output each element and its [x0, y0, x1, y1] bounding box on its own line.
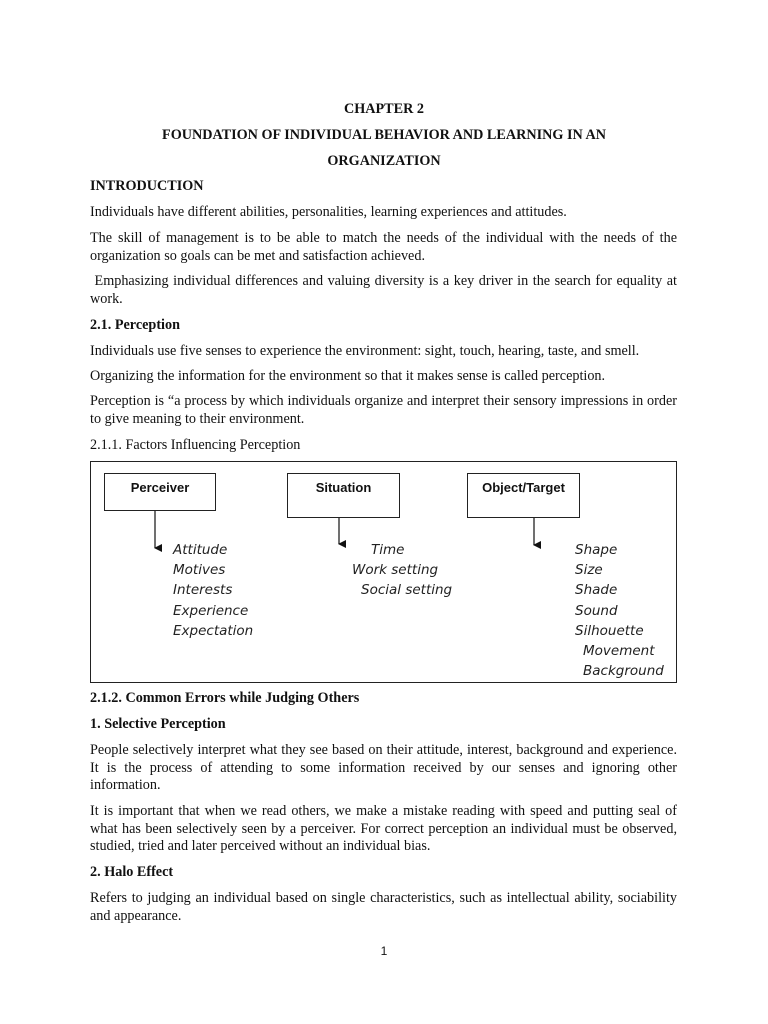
common-errors-heading: 2.1.2. Common Errors while Judging Others	[90, 690, 360, 706]
perceiver-factor: Attitude	[173, 542, 228, 558]
perception-paragraph-2: Organizing the information for the environment so that it makes sense is called perception.	[90, 368, 606, 384]
target-factor: Silhouette	[575, 622, 644, 639]
perceiver-factor: Expectation	[173, 622, 254, 639]
selective-perception-paragraph-1: People selectively interpret what they see based on their attitude, interest, background and experience. It is the process of attending to some information received by our senses and ignoring other information.	[90, 742, 677, 793]
perceiver-factor: Motives	[173, 562, 226, 579]
perception-paragraph-3: Perception is “a process by which individuals organize and interpret their sensory impressions in order to give meaning to their environment.	[90, 393, 677, 427]
perceiver-factors-list	[173, 540, 253, 641]
perceiver-box	[104, 473, 216, 511]
target-factors-list	[575, 540, 664, 681]
perceiver-label: Perceiver	[130, 480, 190, 495]
chapter-title-line-1: FOUNDATION OF INDIVIDUAL BEHAVIOR AND LEARNING IN AN	[162, 127, 606, 143]
situation-factor: Time	[371, 542, 405, 558]
introduction-heading: INTRODUCTION	[90, 178, 204, 194]
situation-factor: Social setting	[361, 582, 453, 599]
perceiver-factor: Experience	[173, 602, 249, 619]
target-factor: Background	[583, 663, 664, 680]
situation-label: Situation	[315, 480, 372, 495]
situation-box	[287, 473, 400, 518]
chapter-label: CHAPTER 2	[343, 101, 424, 117]
halo-effect-heading: 2. Halo Effect	[90, 864, 174, 880]
situation-factor: Work setting	[352, 562, 439, 579]
selective-perception-paragraph-2: It is important that when we read others, we make a mistake reading with speed and putting seal of what has been selectively seen by a perceiver. For correct perception an individual must be observed, studied, tried and later perceived without an individual bias.	[90, 803, 677, 854]
selective-perception-heading: 1. Selective Perception	[90, 716, 226, 732]
target-box	[467, 473, 580, 518]
intro-paragraph-2: The skill of management is to be able to match the needs of the individual with the needs of the organization so goals can be met and satisfaction achieved.	[90, 230, 677, 264]
perception-paragraph-1: Individuals use five senses to experience the environment: sight, touch, hearing, taste, and smell.	[90, 343, 640, 359]
chapter-title-line-2: ORGANIZATION	[327, 153, 441, 169]
intro-paragraph-3: Emphasizing individual differences and valuing diversity is a key driver in the search for equality at work.	[90, 273, 681, 307]
target-factor: Size	[575, 562, 603, 579]
target-factor: Shade	[575, 582, 618, 599]
perception-heading: 2.1. Perception	[90, 317, 180, 333]
target-label: Object/Target	[482, 480, 565, 495]
perceiver-factor: Interests	[173, 582, 233, 599]
factors-heading: 2.1.1. Factors Influencing Perception	[90, 437, 301, 453]
halo-effect-paragraph: Refers to judging an individual based on single characteristics, such as intellectual ability, sociability and appearance.	[90, 890, 677, 924]
perception-factors-diagram	[90, 461, 677, 683]
target-factor: Movement	[583, 643, 655, 660]
situation-factors-list	[352, 540, 452, 601]
intro-paragraph-1: Individuals have different abilities, personalities, learning experiences and attitudes.	[90, 204, 567, 220]
page-number: 1	[380, 944, 388, 958]
target-factor: Sound	[575, 602, 618, 619]
target-factor: Shape	[575, 542, 618, 558]
